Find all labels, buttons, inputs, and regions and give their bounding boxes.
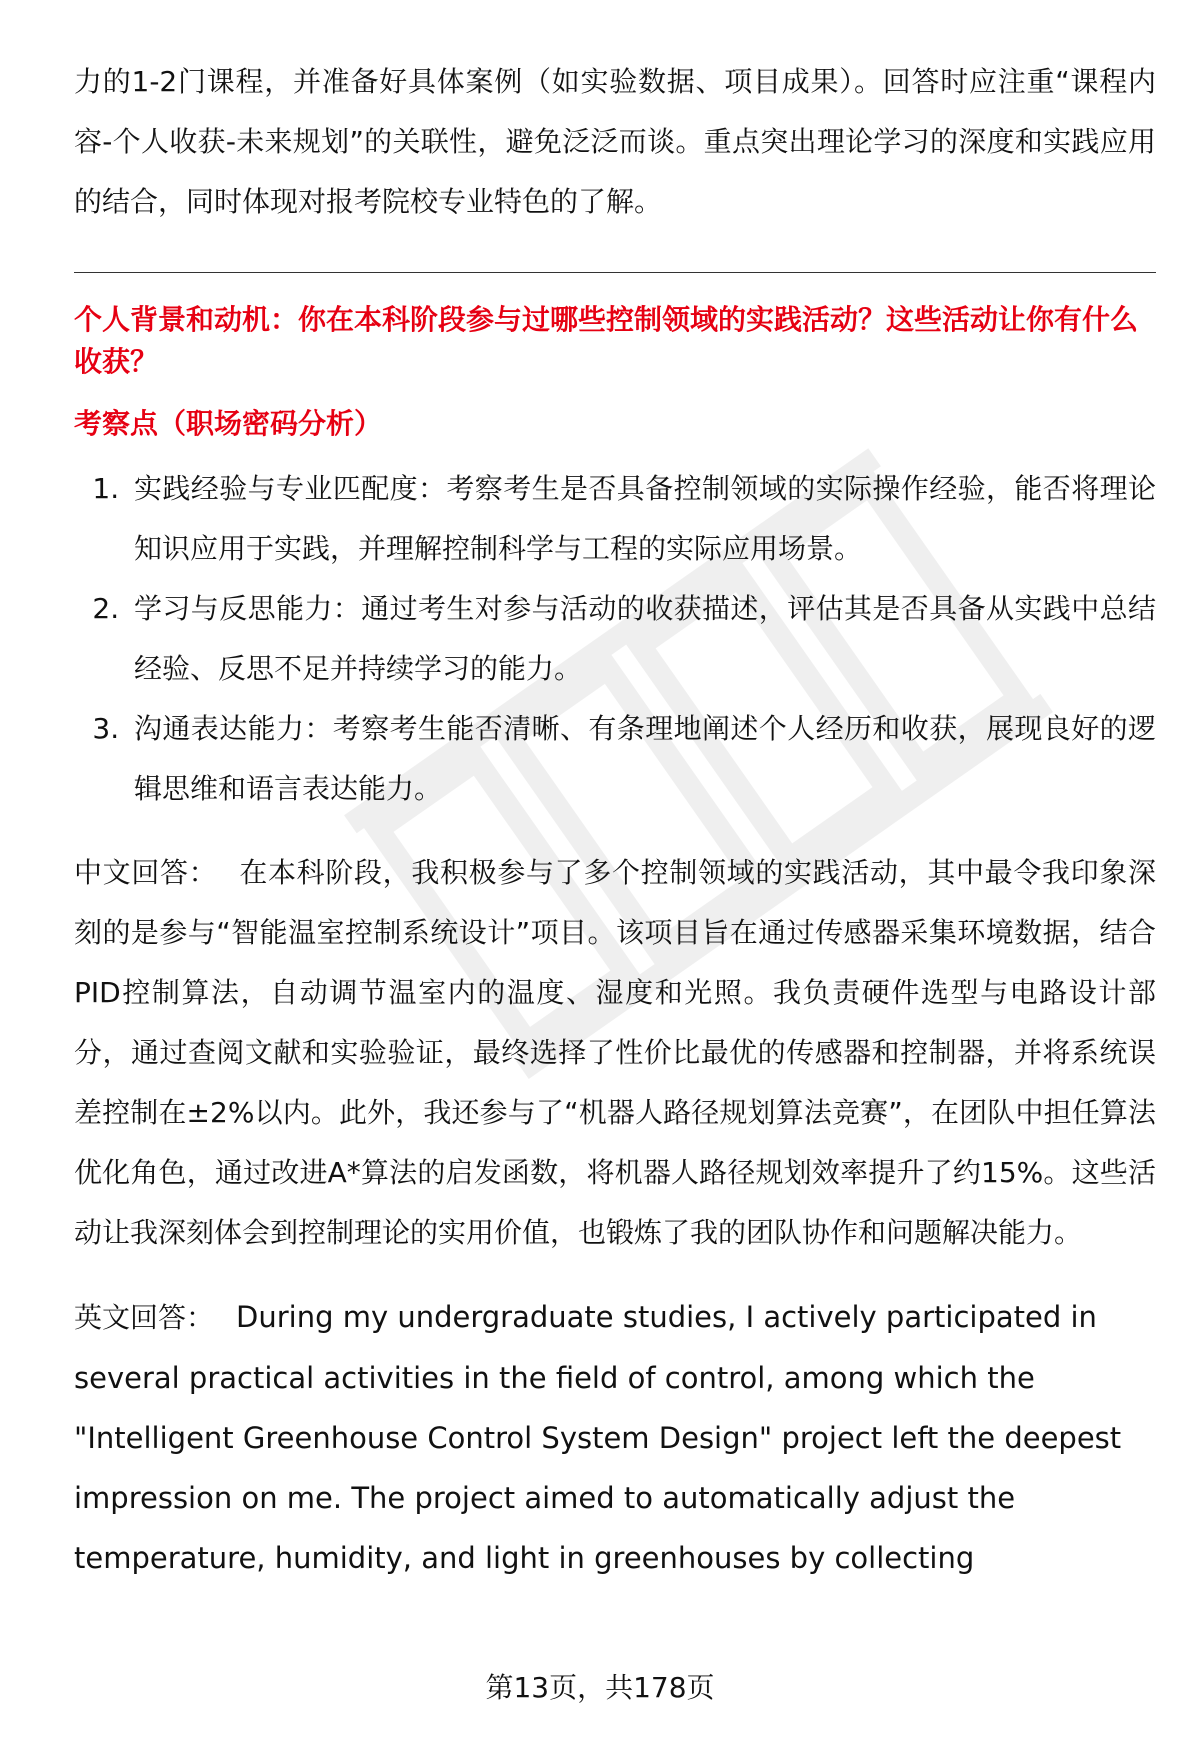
exam-point-item: 2. 学习与反思能力：通过考生对参与活动的收获描述，评估其是否具备从实践中总结经验、反思不足并持续学习的能力。: [128, 579, 1156, 699]
english-answer-label: 英文回答：: [74, 1301, 215, 1334]
chinese-answer-text: 在本科阶段，我积极参与了多个控制领域的实践活动，其中最令我印象深刻的是参与“智能温室控制系统设计”项目。该项目旨在通过传感器采集环境数据，结合PID控制算法，自动调节温室内的温度、湿度和光照。我负责硬件选型与电路设计部分，通过查阅文献和实验验证，最终选择了性价比最优的传感器和控制器，并将系统误差控制在±2%以内。此外，我还参与了“机器人路径规划算法竞赛”，在团队中担任算法优化角色，通过改进A*算法的启发函数，将机器人路径规划效率提升了约15%。这些活动让我深刻体会到控制理论的实用价值，也锻炼了我的团队协作和问题解决能力。: [74, 856, 1156, 1249]
intro-paragraph: 力的1-2门课程，并准备好具体案例（如实验数据、项目成果）。回答时应注重“课程内容-个人收获-未来规划”的关联性，避免泛泛而谈。重点突出理论学习的深度和实践应用的结合，同时体现对报考院校专业特色的了解。: [74, 65, 1156, 218]
exam-point-item: 3. 沟通表达能力：考察考生能否清晰、有条理地阐述个人经历和收获，展现良好的逻辑思维和语言表达能力。: [128, 699, 1156, 819]
exam-points-title: 考察点（职场密码分析）: [74, 407, 383, 440]
page-number-footer: 第13页，共178页: [485, 1671, 715, 1704]
english-answer: [74, 1287, 1156, 1588]
chinese-answer: [74, 843, 1156, 1263]
exam-points-list: [74, 459, 1156, 819]
question-heading: 个人背景和动机：你在本科阶段参与过哪些控制领域的实践活动？这些活动让你有什么收获？: [74, 303, 1139, 378]
section-divider: [74, 272, 1156, 273]
chinese-answer-label: 中文回答：: [74, 856, 218, 889]
english-answer-text: During my undergraduate studies, I actively participated in several practical activities in the field of control, among which the "Intelligent Greenhouse Control System Design" project left the deepest impression on me. The project aimed to automatically adjust the temperature, humidity, and light in greenhouses by collecting: [74, 1300, 1122, 1575]
exam-point-item: 1. 实践经验与专业匹配度：考察考生是否具备控制领域的实际操作经验，能否将理论知识应用于实践，并理解控制科学与工程的实际应用场景。: [128, 459, 1156, 579]
page-content: [74, 52, 1156, 1588]
